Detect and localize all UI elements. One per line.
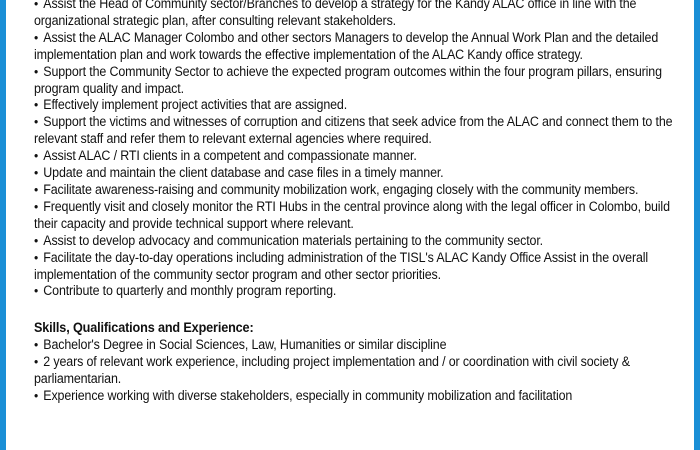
bullet-glyph: • [34,97,39,113]
bullet-glyph: • [34,0,39,11]
list-item [34,337,674,354]
list-item [34,182,674,199]
section-spacer [34,300,674,320]
bullet-glyph: • [34,165,39,181]
list-item-text: Facilitate awareness-raising and community mobilization work, engaging closely with the community members. [43,181,639,197]
list-item [34,283,674,300]
list-item-text: Effectively implement project activities that are assigned. [43,97,348,113]
skills-heading: Skills, Qualifications and Experience: [34,320,254,336]
list-item-text: Support the Community Sector to achieve the expected program outcomes within the four program pillars, ensuring program quality and impact. [34,63,662,96]
list-item [34,354,674,388]
list-item [34,199,674,233]
list-item [34,114,674,148]
bullet-glyph: • [34,63,39,79]
bullet-glyph: • [34,337,39,353]
list-item-text: Bachelor's Degree in Social Sciences, Law, Humanities or similar discipline [43,337,447,353]
bullet-glyph: • [34,354,39,370]
list-item [34,64,674,98]
list-item [34,233,674,250]
list-item-text: Assist the Head of Community sector/Branches to develop a strategy for the Kandy ALAC office in line with the organizational strategic plan, after consulting relevant stakeholders. [34,0,637,28]
list-item-text: Assist the ALAC Manager Colombo and other sectors Managers to develop the Annual Work Plan and the detailed implementation plan and work towards the effective implementation of the ALAC Kandy office strategy. [34,29,659,62]
list-item [34,250,674,284]
responsibilities-list [34,0,674,300]
list-item-text: Experience working with diverse stakeholders, especially in community mobilization and facilitation [43,387,573,403]
list-item-text: Assist ALAC / RTI clients in a competent and compassionate manner. [43,148,417,164]
bullet-glyph: • [34,29,39,45]
list-item [34,388,674,405]
bullet-glyph: • [34,232,39,248]
list-item [34,148,674,165]
list-item [34,0,674,30]
list-item [34,97,674,114]
list-item-text: Frequently visit and closely monitor the RTI Hubs in the central province along with the legal officer in Colombo, build their capacity and provide technical support where relevant. [34,198,670,231]
list-item-text: 2 years of relevant work experience, including project implementation and / or coordination with civil society & parliamentarian. [34,354,630,387]
list-item-text: Update and maintain the client database and case files in a timely manner. [43,165,444,181]
list-item [34,30,674,64]
list-item [34,165,674,182]
bullet-glyph: • [34,148,39,164]
document-body [34,0,674,405]
bullet-glyph: • [34,114,39,130]
skills-list [34,337,674,405]
bullet-glyph: • [34,181,39,197]
list-item-text: Assist to develop advocacy and communication materials pertaining to the community sector. [43,232,543,248]
bullet-glyph: • [34,198,39,214]
list-item-text: Contribute to quarterly and monthly program reporting. [43,283,337,299]
bullet-glyph: • [34,249,39,265]
list-item-text: Facilitate the day-to-day operations including administration of the TISL's ALAC Kandy Office Assist in the overall implementation of the community sector program and other sector priorities. [34,249,649,282]
list-item-text: Support the victims and witnesses of corruption and citizens that seek advice from the ALAC and connect them to the relevant staff and refer them to relevant external agencies where required. [34,114,673,147]
bullet-glyph: • [34,283,39,299]
bullet-glyph: • [34,387,39,403]
